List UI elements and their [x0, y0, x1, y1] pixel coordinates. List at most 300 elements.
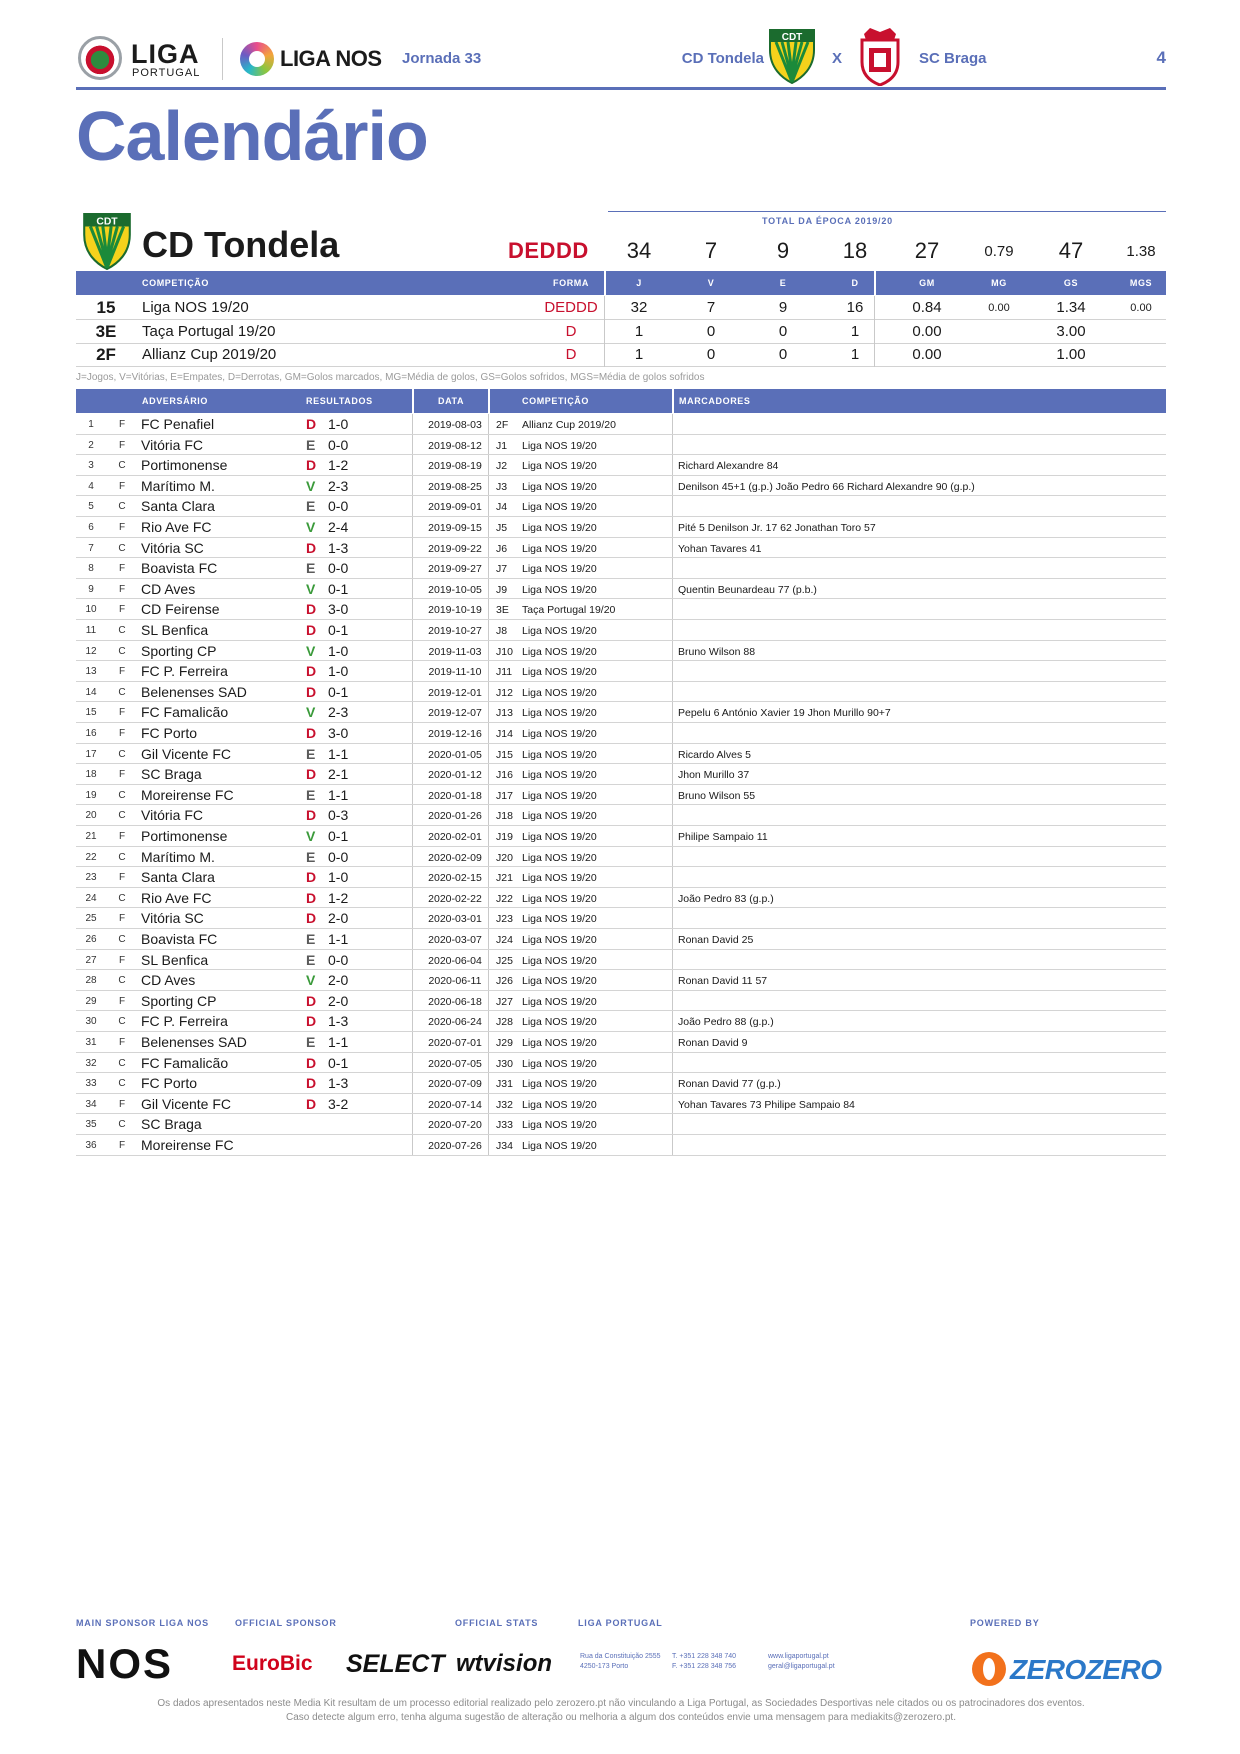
row-divider	[488, 579, 489, 599]
row-divider	[672, 1011, 673, 1031]
summary-v: 7	[706, 299, 716, 316]
game-date: 2020-02-15	[428, 872, 482, 885]
game-date: 2020-01-12	[428, 769, 482, 782]
game-opponent: FC Famalicão	[141, 704, 229, 721]
game-opponent: Gil Vicente FC	[141, 745, 231, 762]
game-round: J25	[496, 954, 513, 967]
game-result-letter: E	[306, 560, 316, 577]
game-date: 2020-07-26	[428, 1140, 482, 1152]
total-games: 34	[626, 238, 652, 263]
game-round: J24	[496, 934, 513, 946]
game-competition: Liga NOS 19/20	[522, 872, 597, 885]
game-competition: Liga NOS 19/20	[522, 460, 597, 473]
header-divider	[412, 389, 414, 413]
row-divider	[412, 682, 413, 702]
home-team-name: CD Tondela	[681, 50, 764, 67]
row-divider	[412, 661, 413, 681]
game-round: J11	[496, 666, 513, 679]
row-divider	[488, 744, 489, 764]
game-score: 0-3	[328, 807, 349, 824]
game-competition: Liga NOS 19/20	[522, 975, 597, 988]
game-score: 2-3	[328, 477, 349, 494]
row-divider	[672, 599, 673, 619]
game-score: 3-2	[328, 1095, 349, 1112]
row-divider	[488, 867, 489, 887]
game-result-letter: D	[306, 1075, 317, 1092]
row-divider	[488, 599, 489, 619]
game-score: 0-0	[328, 560, 349, 577]
summary-gm: 0.84	[912, 299, 942, 316]
game-venue: F	[118, 480, 126, 492]
game-competition: Liga NOS 19/20	[522, 501, 597, 514]
liga-email-link[interactable]: geral@ligaportugal.pt	[768, 1663, 835, 1670]
game-date: 2019-09-27	[428, 563, 482, 576]
select-sponsor-logo: SELECT	[346, 1650, 445, 1678]
row-divider	[488, 908, 489, 928]
summary-v: 0	[706, 346, 716, 363]
row-divider	[672, 867, 673, 887]
game-row	[76, 1011, 1166, 1032]
col-adversario: ADVERSÁRIO	[142, 396, 209, 406]
game-venue: F	[118, 728, 126, 739]
row-divider	[672, 682, 673, 702]
game-number: 26	[85, 934, 97, 945]
game-number: 25	[85, 913, 97, 925]
header-divider	[874, 271, 876, 295]
game-opponent: FC Porto	[141, 725, 198, 741]
game-score: 0-0	[328, 951, 349, 968]
game-number: 30	[85, 1016, 97, 1028]
game-competition: Liga NOS 19/20	[522, 542, 597, 555]
game-date: 2020-07-09	[428, 1078, 482, 1091]
game-number: 17	[85, 748, 97, 760]
nos-sponsor-logo: NOS	[76, 1640, 174, 1687]
game-score: 0-0	[328, 498, 349, 515]
summary-gm: 0.00	[912, 346, 942, 363]
game-score: 0-1	[328, 828, 349, 844]
game-row	[76, 847, 1166, 868]
game-opponent: Belenenses SAD	[141, 683, 247, 700]
game-opponent: Boavista FC	[141, 931, 218, 947]
row-divider	[412, 1032, 413, 1052]
game-row	[76, 476, 1166, 497]
row-divider	[672, 1135, 673, 1155]
game-row	[76, 744, 1166, 765]
game-competition: Liga NOS 19/20	[522, 810, 597, 823]
game-row	[76, 414, 1166, 435]
header-divider	[222, 38, 223, 80]
game-result-letter: D	[306, 992, 317, 1009]
game-opponent: Sporting CP	[141, 642, 217, 659]
game-opponent: FC Famalicão	[141, 1054, 229, 1071]
game-round: J27	[496, 995, 513, 1008]
summary-row	[76, 296, 1166, 320]
row-divider	[488, 847, 489, 867]
row-divider	[672, 723, 673, 743]
game-round: J23	[496, 913, 513, 926]
game-competition: Taça Portugal 19/20	[522, 604, 616, 617]
game-opponent: SC Braga	[141, 766, 202, 783]
game-competition: Liga NOS 19/20	[522, 851, 597, 864]
row-divider	[488, 435, 489, 455]
row-divider	[412, 538, 413, 558]
game-scorers: Ronan David 9	[678, 1037, 748, 1049]
game-venue: C	[118, 542, 126, 554]
row-divider	[412, 558, 413, 578]
row-divider	[412, 970, 413, 990]
game-scorers: Bruno Wilson 88	[678, 645, 756, 658]
game-opponent: Vitória SC	[141, 910, 204, 927]
game-opponent: Rio Ave FC	[141, 519, 212, 535]
game-opponent: SL Benfica	[141, 622, 209, 638]
row-divider	[672, 517, 673, 537]
liga-nos-logo-text: LIGA NOS	[280, 46, 382, 71]
col-e: E	[779, 278, 787, 288]
game-opponent: FC P. Ferreira	[141, 1013, 228, 1030]
game-competition: Liga NOS 19/20	[522, 666, 597, 679]
summary-position: 3E	[95, 321, 117, 341]
game-competition: Liga NOS 19/20	[522, 1140, 597, 1152]
game-score: 2-0	[328, 992, 349, 1009]
game-scorers: Pepelu 6 António Xavier 19 Jhon Murillo 90+7	[678, 707, 891, 720]
game-competition: Liga NOS 19/20	[522, 1016, 597, 1029]
row-divider	[488, 682, 489, 702]
game-venue: C	[118, 501, 126, 513]
summary-table-header	[76, 271, 1166, 295]
game-number: 23	[85, 872, 97, 884]
summary-j: 1	[634, 322, 644, 340]
game-date: 2019-12-16	[428, 728, 482, 740]
game-opponent: CD Aves	[141, 580, 196, 597]
team-crest-text: CDT	[96, 216, 118, 228]
game-competition: Liga NOS 19/20	[522, 1098, 597, 1111]
game-round: J33	[496, 1119, 513, 1132]
game-opponent: FC P. Ferreira	[141, 663, 228, 680]
game-score: 1-0	[328, 869, 349, 886]
row-divider	[488, 702, 489, 722]
game-row	[76, 867, 1166, 888]
row-divider	[672, 435, 673, 455]
game-result-letter: D	[306, 766, 317, 783]
game-round: J22	[496, 892, 513, 905]
row-divider	[412, 476, 413, 496]
game-row	[76, 558, 1166, 579]
game-number: 7	[88, 542, 94, 554]
row-divider	[412, 888, 413, 908]
game-result-letter: E	[306, 498, 316, 515]
game-date: 2019-11-03	[428, 645, 482, 658]
game-number: 31	[85, 1037, 97, 1048]
game-scorers: Bruno Wilson 55	[678, 789, 756, 802]
game-round: J18	[496, 810, 513, 823]
game-number: 35	[85, 1119, 97, 1131]
game-venue: F	[118, 872, 126, 884]
game-row	[76, 991, 1166, 1012]
page-number: 4	[1156, 48, 1166, 67]
row-divider	[412, 620, 413, 640]
liga-phone	[672, 1652, 736, 1672]
liga-nos-logo-icon	[240, 42, 274, 76]
game-score: 2-0	[328, 910, 349, 927]
col-mgs: MGS	[1129, 278, 1153, 288]
row-divider	[488, 1011, 489, 1031]
game-score: 1-2	[328, 889, 349, 906]
total-goals-avg: 0.79	[984, 243, 1014, 260]
game-score: 2-1	[328, 766, 349, 783]
game-result-letter: D	[306, 663, 317, 680]
game-score: 0-0	[328, 848, 349, 865]
game-number: 20	[85, 810, 97, 822]
game-competition: Allianz Cup 2019/20	[522, 419, 616, 431]
row-divider	[672, 414, 673, 434]
total-goals-scored: 27	[914, 238, 940, 263]
game-result-letter: D	[306, 601, 317, 618]
row-divider	[412, 1135, 413, 1155]
game-result-letter: D	[306, 539, 317, 556]
total-conceded-avg: 1.38	[1126, 243, 1156, 260]
game-score: 0-1	[328, 580, 349, 597]
game-opponent: Vitória SC	[141, 539, 204, 556]
row-divider	[672, 991, 673, 1011]
col-d: D	[851, 278, 859, 288]
game-round: J30	[496, 1057, 513, 1070]
game-venue: F	[118, 1037, 126, 1048]
game-score: 2-3	[328, 704, 349, 721]
game-venue: C	[118, 789, 126, 801]
game-number: 15	[85, 707, 97, 719]
row-divider	[412, 723, 413, 743]
game-competition: Liga NOS 19/20	[522, 707, 597, 720]
game-scorers: Yohan Tavares 41	[678, 542, 762, 555]
game-number: 16	[85, 728, 97, 739]
season-total-label-text: TOTAL DA ÉPOCA 2019/20	[762, 216, 893, 226]
game-round: J9	[496, 583, 508, 596]
game-date: 2020-03-07	[428, 934, 482, 946]
game-opponent: SL Benfica	[141, 951, 209, 968]
total-goals-conceded: 47	[1058, 238, 1084, 263]
row-divider	[672, 908, 673, 928]
game-number: 28	[85, 975, 97, 987]
game-row	[76, 641, 1166, 662]
game-result-letter: D	[306, 725, 317, 741]
game-score: 1-1	[328, 931, 349, 947]
braga-crest-icon	[856, 28, 904, 86]
game-result-letter: D	[306, 807, 317, 824]
game-date: 2020-07-20	[428, 1119, 482, 1132]
game-date: 2019-08-25	[428, 480, 482, 493]
game-round: 3E	[496, 604, 509, 617]
row-divider	[488, 1135, 489, 1155]
row-divider	[488, 1032, 489, 1052]
game-score: 1-0	[328, 663, 349, 680]
game-row	[76, 826, 1166, 847]
summary-gs: 1.00	[1056, 346, 1086, 363]
row-divider	[488, 538, 489, 558]
game-date: 2019-09-22	[428, 542, 482, 555]
game-score: 0-1	[328, 622, 349, 638]
game-row	[76, 599, 1166, 620]
row-divider	[488, 723, 489, 743]
game-opponent: Moreirense FC	[141, 1137, 234, 1153]
game-date: 2020-01-05	[428, 748, 482, 761]
col-competicao-games: COMPETIÇÃO	[522, 396, 590, 406]
game-result-letter: E	[306, 931, 316, 947]
game-competition: Liga NOS 19/20	[522, 1057, 597, 1070]
game-venue: C	[118, 1057, 126, 1069]
game-round: J7	[496, 563, 508, 576]
game-number: 10	[85, 604, 97, 616]
game-venue: F	[118, 563, 126, 575]
tondela-crest-icon	[766, 28, 818, 84]
game-scorers: Ronan David 11 57	[678, 975, 768, 988]
row-divider	[488, 476, 489, 496]
game-row	[76, 682, 1166, 703]
total-losses: 18	[842, 238, 868, 263]
row-divider	[672, 1032, 673, 1052]
game-number: 29	[85, 995, 97, 1007]
row-divider	[412, 414, 413, 434]
game-competition: Liga NOS 19/20	[522, 563, 597, 576]
game-round: J29	[496, 1037, 513, 1049]
game-row	[76, 435, 1166, 456]
summary-mgs: 0.00	[1130, 302, 1152, 314]
row-divider	[412, 785, 413, 805]
row-divider	[412, 744, 413, 764]
row-divider	[488, 826, 489, 846]
summary-competition: Allianz Cup 2019/20	[142, 346, 277, 363]
game-result-letter: V	[306, 972, 316, 989]
game-row	[76, 764, 1166, 785]
game-score: 1-0	[328, 416, 349, 432]
game-score: 0-1	[328, 683, 349, 700]
summary-form: D	[565, 346, 577, 363]
game-number: 1	[88, 419, 94, 430]
row-divider	[672, 970, 673, 990]
game-score: 1-0	[328, 642, 349, 659]
row-divider	[672, 785, 673, 805]
game-competition: Liga NOS 19/20	[522, 769, 597, 782]
game-scorers: João Pedro 88 (g.p.)	[678, 1016, 774, 1029]
row-divider	[672, 847, 673, 867]
game-row	[76, 702, 1166, 723]
game-scorers: Ronan David 25	[678, 934, 754, 946]
game-number: 13	[85, 666, 97, 678]
game-row	[76, 517, 1166, 538]
game-date: 2019-10-27	[428, 625, 482, 637]
row-divider	[412, 1011, 413, 1031]
game-opponent: SC Braga	[141, 1116, 202, 1133]
game-round: J16	[496, 769, 513, 782]
summary-e: 0	[778, 322, 788, 340]
game-row	[76, 661, 1166, 682]
zerozero-logo: ZEROZERO	[1010, 1654, 1162, 1685]
row-divider	[412, 1114, 413, 1134]
col-gs: GS	[1063, 278, 1079, 288]
game-round: J4	[496, 501, 508, 514]
game-venue: F	[118, 522, 126, 533]
game-date: 2020-06-24	[428, 1016, 482, 1029]
liga-website-link[interactable]: www.ligaportugal.pt	[768, 1653, 829, 1660]
row-divider	[488, 558, 489, 578]
row-divider	[412, 1073, 413, 1093]
row-divider	[672, 888, 673, 908]
row-divider	[412, 435, 413, 455]
header-divider	[672, 389, 674, 413]
footer-liga-portugal-label: LIGA PORTUGAL	[578, 1618, 663, 1628]
game-number: 6	[88, 522, 94, 533]
game-number: 21	[85, 831, 97, 842]
game-number: 12	[85, 645, 97, 657]
game-opponent: Marítimo M.	[141, 477, 215, 494]
game-venue: F	[118, 831, 126, 842]
eurobic-sponsor-logo: EuroBic	[232, 1652, 313, 1675]
game-scorers: Denilson 45+1 (g.p.) João Pedro 66 Richard Alexandre 90 (g.p.)	[678, 480, 975, 493]
game-date: 2019-09-15	[428, 522, 482, 534]
game-row	[76, 579, 1166, 600]
row-divider	[672, 1073, 673, 1093]
game-result-letter: D	[306, 889, 317, 906]
game-venue: F	[118, 583, 126, 595]
game-date: 2020-02-09	[428, 851, 482, 864]
game-venue: F	[118, 1140, 126, 1151]
zerozero-ball-icon	[972, 1652, 1006, 1686]
liga-portugal-logo-text: LIGA	[131, 39, 200, 69]
game-date: 2020-06-04	[428, 954, 482, 967]
game-date: 2020-02-01	[428, 831, 482, 843]
game-result-letter: V	[306, 642, 316, 659]
game-round: J26	[496, 975, 513, 988]
game-row	[76, 950, 1166, 971]
season-total-label	[608, 211, 1166, 226]
col-mg: MG	[991, 278, 1007, 288]
col-data: DATA	[438, 396, 465, 406]
row-divider	[672, 826, 673, 846]
summary-e: 9	[778, 299, 788, 316]
game-round: J8	[496, 625, 508, 637]
game-opponent: FC Penafiel	[141, 416, 215, 432]
total-wins: 7	[704, 238, 718, 263]
col-resultados: RESULTADOS	[306, 396, 373, 406]
footer-disclaimer-1: Os dados apresentados neste Media Kit resultam de um processo editorial realizado pelo zerozero.pt não vinculando a Liga Portugal, as Sociedades Desportivas nele citados ou os patrocinadores dos eventos.	[157, 1698, 1085, 1709]
game-date: 2019-08-03	[428, 419, 482, 431]
game-number: 27	[85, 954, 97, 966]
row-divider	[672, 1094, 673, 1114]
game-opponent: Vitória FC	[141, 807, 203, 824]
row-divider	[672, 950, 673, 970]
game-venue: F	[118, 707, 126, 719]
game-venue: F	[118, 666, 126, 678]
game-opponent: Portimonense	[141, 457, 228, 474]
game-result-letter: D	[306, 910, 317, 927]
game-score: 1-3	[328, 539, 349, 556]
game-round: J32	[496, 1098, 513, 1111]
game-competition: Liga NOS 19/20	[522, 439, 597, 452]
footer-main-sponsor-label: MAIN SPONSOR LIGA NOS	[76, 1618, 209, 1628]
game-row	[76, 888, 1166, 909]
game-date: 2020-06-18	[428, 995, 482, 1008]
game-date: 2020-07-05	[428, 1057, 482, 1070]
page-title: Calendário	[76, 97, 428, 175]
game-score: 1-1	[328, 786, 349, 803]
game-opponent: FC Porto	[141, 1075, 198, 1092]
row-divider	[488, 1114, 489, 1134]
game-result-letter: D	[306, 1054, 317, 1071]
game-number: 8	[88, 563, 94, 575]
game-row	[76, 970, 1166, 991]
summary-competition: Liga NOS 19/20	[142, 299, 249, 316]
game-venue: F	[118, 419, 126, 430]
game-number: 3	[88, 460, 94, 472]
